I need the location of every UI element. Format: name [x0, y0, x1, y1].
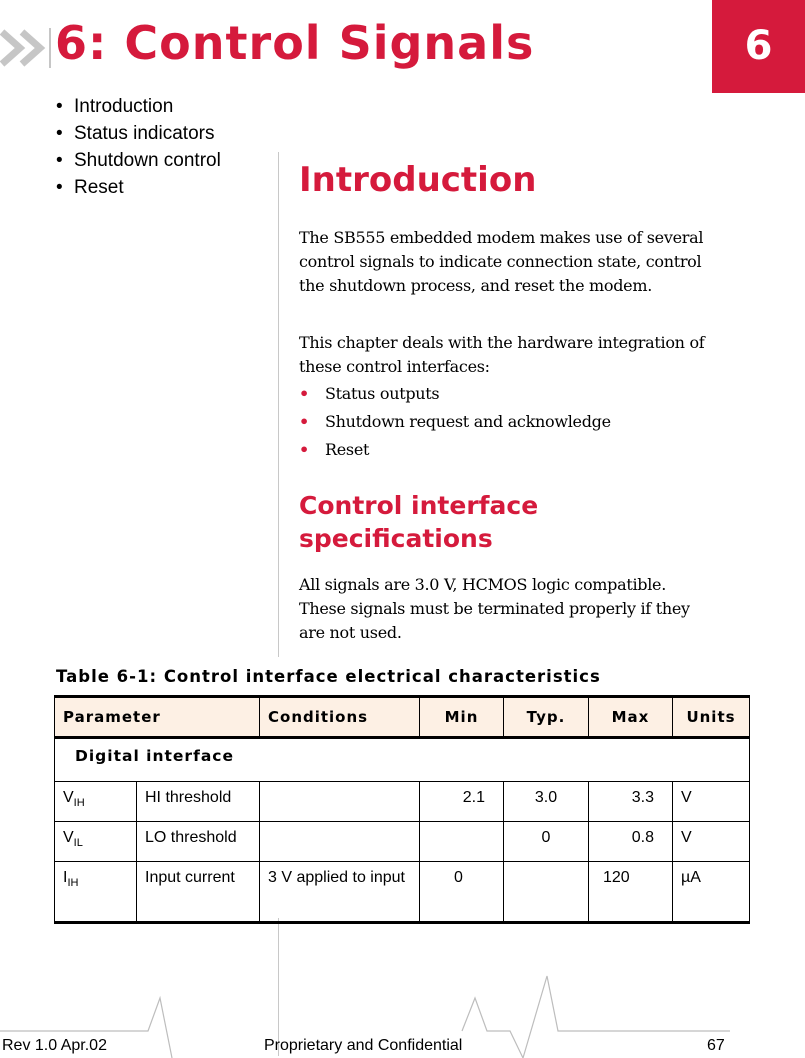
- conditions-cell: [260, 822, 420, 862]
- symbol-cell: $V_{IL}$: [55, 822, 137, 862]
- table-row: [55, 822, 750, 862]
- max-cell: 120: [589, 862, 673, 923]
- header-parameter: Parameter: [55, 697, 260, 738]
- typ-cell: 0: [504, 822, 589, 862]
- intro-paragraph: The SB555 embedded modem makes use of several control signals to indicate connection state, control the shutdown process, and reset the modem.: [299, 228, 704, 295]
- interface-list: [299, 380, 611, 464]
- topic-item: • Introduction: [56, 96, 174, 117]
- header-min: Min: [420, 697, 504, 738]
- footer-revision: Rev 1.0 Apr.02: [2, 1037, 107, 1054]
- characteristics-table: [54, 695, 750, 924]
- units-cell: µA: [673, 862, 750, 923]
- units-cell: V: [673, 782, 750, 822]
- group-row: Digital interface: [55, 738, 750, 782]
- list-item: • Reset: [299, 440, 370, 459]
- footer-confidential: Proprietary and Confidential: [264, 1037, 463, 1054]
- chapter-number-tab: 6: [712, 0, 805, 93]
- min-cell: 0: [420, 862, 504, 923]
- list-item: • Shutdown request and acknowledge: [299, 412, 611, 431]
- conditions-cell: 3 V applied to input: [260, 862, 420, 923]
- header-typ: Typ.: [504, 697, 589, 738]
- introduction-heading: Introduction: [299, 160, 537, 200]
- column-divider: [278, 152, 279, 657]
- table-row: [55, 862, 750, 923]
- symbol-cell: $V_{IH}$: [55, 782, 137, 822]
- footer-page-number: 67: [707, 1037, 725, 1054]
- max-cell: 0.8: [589, 822, 673, 862]
- intro-paragraph: This chapter deals with the hardware integration of these control interfaces:: [299, 333, 705, 376]
- chapter-topics: [56, 93, 221, 201]
- topic-item: • Reset: [56, 177, 124, 198]
- parameter-cell: LO threshold: [137, 822, 260, 862]
- max-cell: 3.3: [589, 782, 673, 822]
- chevron-arrows-icon: [0, 24, 56, 72]
- parameter-cell: Input current: [137, 862, 260, 923]
- topic-item: • Shutdown control: [56, 150, 221, 171]
- header-conditions: Conditions: [260, 697, 420, 738]
- spec-heading: Control interface specifications: [299, 491, 539, 553]
- parameter-cell: HI threshold: [137, 782, 260, 822]
- min-cell: [420, 822, 504, 862]
- header-max: Max: [589, 697, 673, 738]
- min-cell: 2.1: [420, 782, 504, 822]
- table-caption: Table 6-1: Control interface electrical characteristics: [56, 667, 601, 686]
- chapter-title: 6: Control Signals: [55, 16, 535, 70]
- topic-item: • Status indicators: [56, 123, 215, 144]
- table-row: [55, 782, 750, 822]
- conditions-cell: [260, 782, 420, 822]
- typ-cell: 3.0: [504, 782, 589, 822]
- symbol-cell: $I_{IH}$: [55, 862, 137, 923]
- header-units: Units: [673, 697, 750, 738]
- spec-paragraph: All signals are 3.0 V, HCMOS logic compatible. These signals must be terminated properly if they are not used.: [299, 575, 690, 642]
- list-item: • Status outputs: [299, 384, 440, 403]
- typ-cell: [504, 862, 589, 923]
- units-cell: V: [673, 822, 750, 862]
